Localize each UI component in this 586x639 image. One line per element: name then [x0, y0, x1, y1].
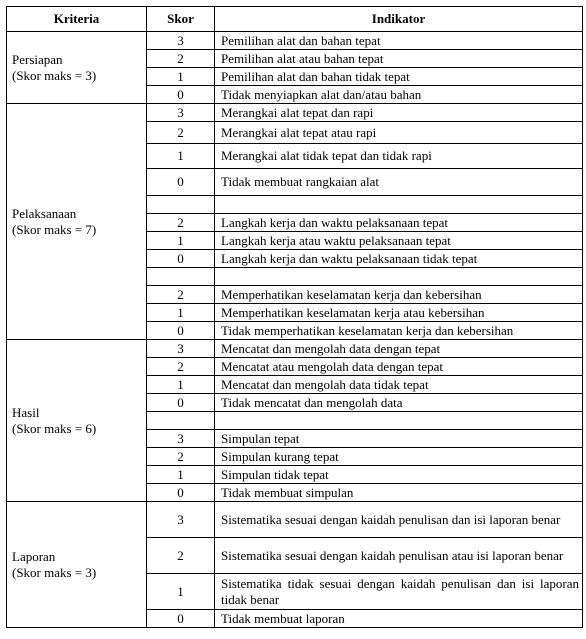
indicator-cell: Tidak mencatat dan mengolah data — [215, 394, 583, 412]
score-cell: 1 — [147, 466, 215, 484]
criteria-cell — [7, 340, 147, 502]
indicator-cell: Langkah kerja dan waktu pelaksanaan tidak tepat — [215, 250, 583, 268]
score-cell: 2 — [147, 358, 215, 376]
indicator-cell — [215, 196, 583, 214]
score-cell: 3 — [147, 430, 215, 448]
rubric-table — [6, 6, 583, 628]
score-cell: 1 — [147, 144, 215, 169]
criteria-cell — [7, 502, 147, 628]
indicator-cell: Simpulan tepat — [215, 430, 583, 448]
indicator-cell: Mencatat dan mengolah data tidak tepat — [215, 376, 583, 394]
indicator-cell: Langkah kerja atau waktu pelaksanaan tepat — [215, 232, 583, 250]
criteria-max-score: (Skor maks = 7) — [12, 221, 97, 237]
criteria-cell — [7, 32, 147, 104]
indicator-cell: Memperhatikan keselamatan kerja atau kebersihan — [215, 304, 583, 322]
header-row — [7, 7, 583, 32]
indicator-cell: Tidak membuat rangkaian alat — [215, 169, 583, 196]
indicator-cell: Simpulan kurang tepat — [215, 448, 583, 466]
indicator-cell: Sistematika tidak sesuai dengan kaidah penulisan dan isi laporan tidak benar — [215, 574, 583, 610]
criteria-name: Persiapan — [12, 51, 63, 67]
score-cell: 2 — [147, 448, 215, 466]
score-cell: 0 — [147, 394, 215, 412]
indicator-cell: Tidak memperhatikan keselamatan kerja dan kebersihan — [215, 322, 583, 340]
score-cell: 0 — [147, 610, 215, 628]
score-cell: 1 — [147, 304, 215, 322]
header-kriteria: Kriteria — [7, 7, 147, 32]
indicator-cell: Simpulan tidak tepat — [215, 466, 583, 484]
indicator-cell: Mencatat atau mengolah data dengan tepat — [215, 358, 583, 376]
score-cell — [147, 196, 215, 214]
score-cell: 2 — [147, 214, 215, 232]
indicator-cell: Tidak membuat simpulan — [215, 484, 583, 502]
criteria-name: Pelaksanaan — [12, 205, 77, 221]
criteria-max-score: (Skor maks = 3) — [12, 564, 97, 580]
indicator-cell: Tidak membuat laporan — [215, 610, 583, 628]
score-cell: 1 — [147, 376, 215, 394]
header-indikator: Indikator — [215, 7, 583, 32]
header-skor: Skor — [147, 7, 215, 32]
indicator-cell: Pemilihan alat dan bahan tepat — [215, 32, 583, 50]
table-row — [7, 32, 583, 50]
indicator-cell: Merangkai alat tidak tepat dan tidak rapi — [215, 144, 583, 169]
table-row — [7, 502, 583, 538]
score-cell — [147, 412, 215, 430]
indicator-cell: Merangkai alat tepat atau rapi — [215, 122, 583, 144]
table-row — [7, 104, 583, 122]
score-cell: 2 — [147, 50, 215, 68]
score-cell: 3 — [147, 502, 215, 538]
score-cell: 0 — [147, 169, 215, 196]
criteria-max-score: (Skor maks = 6) — [12, 420, 97, 436]
rubric-body — [7, 32, 583, 628]
score-cell: 0 — [147, 484, 215, 502]
indicator-cell: Merangkai alat tepat dan rapi — [215, 104, 583, 122]
criteria-cell — [7, 104, 147, 340]
indicator-cell: Pemilihan alat atau bahan tepat — [215, 50, 583, 68]
score-cell: 1 — [147, 232, 215, 250]
indicator-cell: Langkah kerja dan waktu pelaksanaan tepat — [215, 214, 583, 232]
criteria-name: Hasil — [12, 404, 40, 420]
score-cell: 1 — [147, 68, 215, 86]
score-cell: 3 — [147, 340, 215, 358]
rubric-sheet — [6, 6, 583, 628]
score-cell: 0 — [147, 322, 215, 340]
indicator-cell: Memperhatikan keselamatan kerja dan kebersihan — [215, 286, 583, 304]
score-cell: 0 — [147, 86, 215, 104]
table-row — [7, 340, 583, 358]
indicator-cell: Tidak menyiapkan alat dan/atau bahan — [215, 86, 583, 104]
indicator-cell: Sistematika sesuai dengan kaidah penulisan atau isi laporan benar — [215, 538, 583, 574]
score-cell: 2 — [147, 286, 215, 304]
indicator-cell — [215, 412, 583, 430]
score-cell: 0 — [147, 250, 215, 268]
criteria-max-score: (Skor maks = 3) — [12, 67, 97, 83]
indicator-cell: Mencatat dan mengolah data dengan tepat — [215, 340, 583, 358]
score-cell: 2 — [147, 538, 215, 574]
score-cell: 2 — [147, 122, 215, 144]
indicator-cell: Pemilihan alat dan bahan tidak tepat — [215, 68, 583, 86]
score-cell: 3 — [147, 32, 215, 50]
score-cell — [147, 268, 215, 286]
score-cell: 3 — [147, 104, 215, 122]
score-cell: 1 — [147, 574, 215, 610]
indicator-cell: Sistematika sesuai dengan kaidah penulisan dan isi laporan benar — [215, 502, 583, 538]
criteria-name: Laporan — [12, 548, 56, 564]
indicator-cell — [215, 268, 583, 286]
